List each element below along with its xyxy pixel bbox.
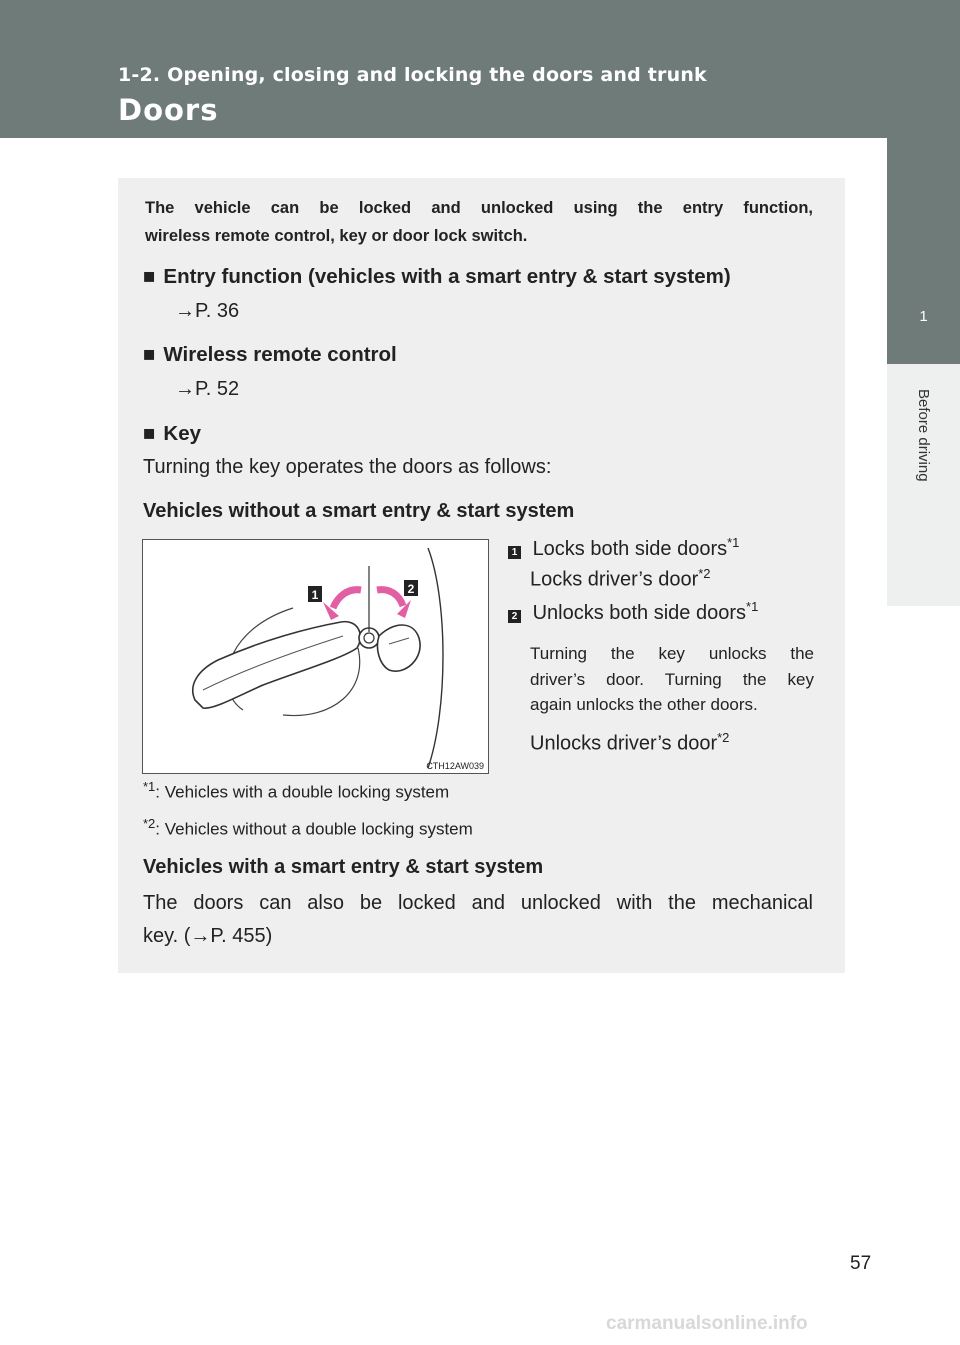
key-description: Turning the key operates the doors as follows: [143,456,552,478]
item-locks-both [508,535,739,561]
footnote-text: : Vehicles with a double locking system [155,782,450,802]
page-header [0,0,960,138]
door-handle [193,622,361,709]
label-2: 2 [407,582,415,596]
chapter-number: 1 [919,308,928,325]
door-handle-illustration [142,539,489,774]
footnote-mark: *1 [727,535,740,550]
footnote-mark: *1 [746,599,759,614]
footnote-mark: *2 [698,566,711,581]
paragraph-line: The doors can also be locked and unlocked with the mechanical [143,892,813,914]
intro-line-2: wireless remote control, key or door lock switch. [145,227,528,245]
footnote-mark: *1 [143,779,156,794]
note-line: driver’s door. Turning the key [530,669,814,689]
heading-text: Key [163,422,201,445]
item-text: Locks driver’s door [530,568,699,591]
item-text: Locks both side doors [532,537,728,560]
square-bullet-icon: ■ [143,422,156,445]
lock-cylinder-core [364,633,374,643]
note-line: Turning the key unlocks the [530,644,814,663]
page-title: Doors [118,93,219,127]
page-reference[interactable]: →P. 52 [175,378,240,400]
key [377,625,420,671]
note-paragraph [530,641,814,718]
note-line: again unlocks the other doors. [530,695,758,714]
intro-line-1: The vehicle can be locked and unlocked using the entry function, [145,199,813,217]
heading-wireless-remote [143,343,397,367]
footnote-mark: *2 [143,816,156,831]
square-bullet-icon: ■ [143,343,156,366]
item-text: Unlocks driver’s door [530,732,718,755]
door-edge-line [428,548,443,768]
heading-text: Wireless remote control [163,343,397,366]
heading-with-system: Vehicles with a smart entry & start system [143,856,544,878]
watermark: carmanualsonline.info [606,1313,808,1334]
door-key-illustration [143,540,488,773]
square-bullet-icon: ■ [143,265,156,288]
chapter-label: Before driving [915,388,932,482]
unlock-arrow [377,590,403,606]
page-reference[interactable]: →P. 36 [175,300,240,322]
badge-1: 1 [508,546,521,559]
section-title: 1-2. Opening, closing and locking the doors and trunk [118,64,707,86]
heading-without-system: Vehicles without a smart entry & start system [143,500,575,522]
item-unlocks-both [508,599,758,625]
paragraph-line[interactable]: key. (→P. 455) [143,925,273,947]
footnote-mark: *2 [717,730,730,745]
item-locks-driver [530,566,711,592]
chapter-tab[interactable] [887,138,960,364]
heading-text: Entry function (vehicles with a smart entry & start system) [163,265,731,288]
heading-entry-function [143,265,731,289]
heading-key [143,422,201,446]
footnote-1 [143,779,449,803]
page-number: 57 [850,1253,872,1274]
chapter-tab-label [887,364,960,606]
with-system-paragraph [143,887,813,953]
item-text: Unlocks both side doors [532,601,747,624]
footnote-2 [143,816,473,840]
label-1: 1 [311,588,319,602]
figure-code: CTH12AW039 [426,761,484,771]
lock-arrow [333,590,361,608]
item-unlocks-driver [530,730,729,756]
badge-2: 2 [508,610,521,623]
footnote-text: : Vehicles without a double locking system [155,819,473,839]
